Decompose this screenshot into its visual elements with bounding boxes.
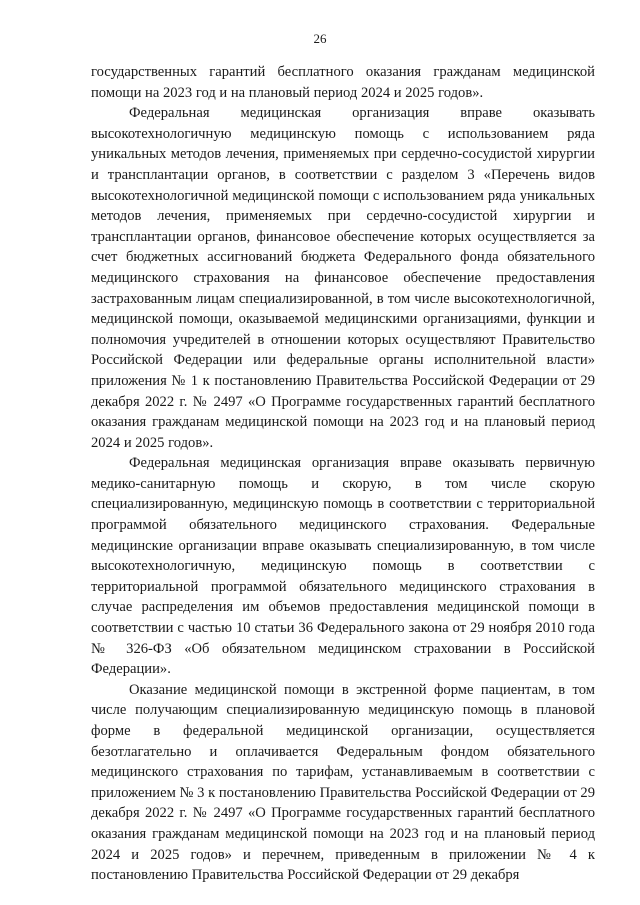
paragraph-primary-care: Федеральная медицинская организация вправе оказывать первичную медико-санитарную помощь и скорую, в том числе скорую специализированную, медицинскую помощь в соответствии с территориальной программой обязательного медицинского страхования. Федеральные медицинские организации вправе оказывать специализированную, в том числе высокотехнологичную, медицинскую помощь в соответствии с территориальной программой обязательного медицинского страхования в случае распределения им объемов предоставления медицинской помощи в соответствии с частью 10 статьи 36 Федерального закона от 29 ноября 2010 года № 326-ФЗ «Об обязательном медицинском страховании в Российской Федерации». — [91, 455, 595, 678]
paragraph-continuation: государственных гарантий бесплатного оказания гражданам медицинской помощи на 2023 год и на плановый период 2024 и 2025 годов». — [91, 64, 595, 101]
paragraph-emergency-care: Оказание медицинской помощи в экстренной форме пациентам, в том числе получающим специализированную медицинскую помощь в плановой форме в федеральной медицинской организации, осуществляется безотлагательно и оплачивается Федеральным фондом обязательного медицинского страхования по тарифам, устанавливаемым в соответствии с приложением № 3 к постановлению Правительства Российской Федерации от 29 декабря 2022 г. № 2497 «О Программе государственных гарантий бесплатного оказания гражданам медицинской помощи на 2023 год и на плановый период 2024 и 2025 годов» и перечнем, приведенным в приложении № 4 к постановлению Правительства Российской Федерации от 29 декабря — [91, 681, 595, 884]
paragraph-high-tech-care: Федеральная медицинская организация вправе оказывать высокотехнологичную медицинскую помощь с использованием ряда уникальных методов лечения, применяемых при сердечно-сосудистой хирургии и трансплантации органов, в соответствии с разделом 3 «Перечень видов высокотехнологичной медицинской помощи с использованием ряда уникальных методов лечения, применяемых при сердечно-сосудистой хирургии и трансплантации органов, финансовое обеспечение которых осуществляется за счет бюджетных ассигнований бюджета Федерального фонда обязательного медицинского страхования на финансовое обеспечение предоставления застрахованным лицам специализированной, в том числе высокотехнологичной, медицинской помощи, оказываемой медицинскими организациями, функции и полномочия учредителей в отношении которых осуществляют Правительство Российской Федерации или федеральные органы исполнительной власти» приложения № 1 к постановлению Правительства Российской Федерации от 29 декабря 2022 г. № 2497 «О Программе государственных гарантий бесплатного оказания гражданам медицинской помощи на 2023 год и на плановый период 2024 и 2025 годов». — [91, 105, 595, 451]
document-body — [91, 62, 595, 886]
page-number: 26 — [313, 31, 327, 46]
